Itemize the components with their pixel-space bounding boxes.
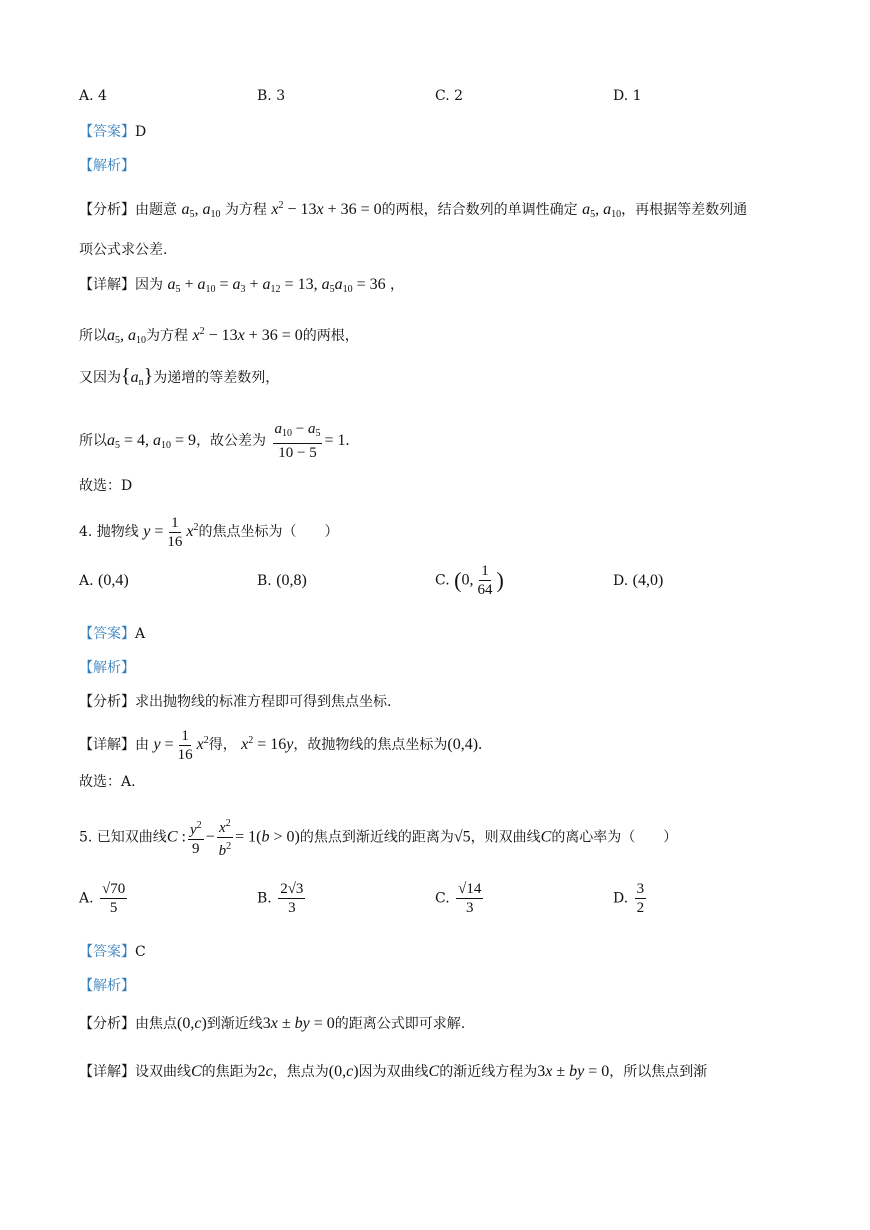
fenxi-tag: 【分析】 xyxy=(79,1016,135,1032)
text: 为方程 xyxy=(224,202,267,218)
label: B. xyxy=(257,890,272,907)
math: $x^2$ xyxy=(186,522,199,540)
text: 到渐近线 xyxy=(206,1016,263,1032)
label: D. xyxy=(613,890,629,907)
q3-fenxi-line2: 项公式求公差. xyxy=(79,242,168,258)
label: B. xyxy=(257,573,272,589)
text: ，故公差为 xyxy=(196,433,267,449)
text: 的两根， xyxy=(302,328,359,344)
answer-tag: 【答案】 xyxy=(79,124,135,140)
label: A. xyxy=(79,573,94,589)
xiangjie-tag: 【详解】 xyxy=(79,277,135,293)
fraction: $\frac{x^2}{b^2}$ xyxy=(217,815,234,860)
answer-value: D xyxy=(135,124,147,140)
text: 的焦点到渐近线的距离为 xyxy=(299,829,454,846)
math: $a_5 + a_{10} = a_3 + a_{12} = 13$, $a_5a_{10} = 36$ xyxy=(167,276,386,295)
text: 5. 已知双曲线 xyxy=(79,829,167,846)
math: $a_5$, $a_{10}$ xyxy=(107,327,146,346)
q4-analysis-tag: 【解析】 xyxy=(79,660,135,676)
q3-xiangjie-line: 【详解】因为 $a_5 + a_{10} = a_3 + a_{12} = 13$, $a_5a_{10} = 36$ ， xyxy=(79,276,405,295)
q3-option-a: A. 4 xyxy=(79,88,107,104)
xiangjie-tag: 【详解】 xyxy=(79,737,135,753)
q4-fenxi-line xyxy=(79,692,391,712)
label: A. xyxy=(79,890,94,907)
text: 因为双曲线 xyxy=(358,1064,429,1080)
math: y = xyxy=(143,523,164,540)
text: 为方程 xyxy=(146,328,188,344)
math: $x^2 - 13x + 36 = 0$ xyxy=(271,200,382,218)
text: ，焦点为 xyxy=(272,1064,329,1080)
q4-answer-line xyxy=(79,624,145,644)
q3-answer-line xyxy=(79,122,146,142)
q4-option-c: C. (0, $\frac{1}{64}$ ) xyxy=(435,563,504,598)
text: ，再根据等差数列通 xyxy=(621,202,748,218)
math: 3x ± by = 0 xyxy=(262,1015,335,1032)
label: D. xyxy=(613,573,629,589)
text: 的两根，结合数列的单调性确定 xyxy=(381,202,578,218)
q4-option-b: B. (0,8) xyxy=(257,572,307,589)
text: 所以 xyxy=(79,328,107,344)
q4-choose: 故选：A. xyxy=(79,774,136,790)
q3-fenxi-line xyxy=(79,196,747,225)
math: $x^2 = 16y$ xyxy=(241,735,294,753)
q5-option-b xyxy=(257,880,307,917)
q5-xiangjie-line: 【详解】设双曲线C的焦距为2c，焦点为(0,c)因为双曲线C的渐近线方程为3x ± by = 0，所以焦点到渐 xyxy=(79,1063,708,1080)
fraction: $\frac{a_{10} - a_5}{10 - 5}$ xyxy=(274,421,321,461)
math: $\{a_n\}$ xyxy=(121,365,154,388)
text: 的焦距为 xyxy=(201,1064,258,1080)
text: 的距离公式即可求解. xyxy=(334,1016,466,1032)
text: 所以 xyxy=(79,433,107,449)
text: 设双曲线 xyxy=(135,1064,191,1080)
fraction: $\frac{√14}{3}$ xyxy=(458,881,482,916)
q4-option-a: A. (0,4) xyxy=(79,572,129,589)
text: ，则双曲线 xyxy=(470,829,541,846)
q4-option-d: D. (4,0) xyxy=(613,572,664,589)
answer-value: C xyxy=(135,944,146,960)
fraction: $\frac{3}{2}$ xyxy=(636,881,645,916)
text: 又因为 xyxy=(79,370,121,386)
fraction: $\frac{1}{16}$ xyxy=(167,514,183,550)
q5-analysis-tag: 【解析】 xyxy=(79,978,135,994)
q3-analysis-tag: 【解析】 xyxy=(79,158,135,174)
fenxi-tag: 【分析】 xyxy=(79,694,135,710)
text: 的离心率为（ ） xyxy=(551,829,678,846)
answer-tag: 【答案】 xyxy=(79,944,135,960)
text: 的渐近线方程为 xyxy=(439,1064,538,1080)
q3-line2 xyxy=(79,322,359,351)
math: $a_5$, $a_{10}$ xyxy=(181,201,221,220)
q4-xiangjie-line: 【详解】由 y = $\frac{1}{16}$ $x^2$得， $x^2 = 16y$，故抛物线的焦点坐标为(0,4). xyxy=(79,727,483,763)
text: 为递增的等差数列， xyxy=(153,370,280,386)
fenxi-tag: 【分析】 xyxy=(79,202,135,218)
text: 因为 xyxy=(135,277,163,293)
math: $x^2$ xyxy=(196,735,209,753)
label: C. xyxy=(435,572,450,589)
fraction: $\frac{√70}{5}$ xyxy=(102,881,126,916)
xiangjie-tag: 【详解】 xyxy=(79,1064,135,1080)
text: 由焦点 xyxy=(135,1016,177,1032)
q5-fenxi-line: 【分析】由焦点(0,c)到渐近线3x ± by = 0的距离公式即可求解. xyxy=(79,1015,466,1032)
text: 得， xyxy=(208,737,237,753)
q3-option-b: B. 3 xyxy=(257,88,286,104)
q4-stem xyxy=(79,513,339,551)
answer-tag: 【答案】 xyxy=(79,626,135,642)
q3-choose: 故选：D xyxy=(79,478,133,494)
q5-answer-line xyxy=(79,942,146,962)
text: 4. 抛物线 xyxy=(79,524,139,540)
text: 由 xyxy=(135,737,149,753)
answer-value: A xyxy=(135,626,146,642)
text: ，故抛物线的焦点坐标为 xyxy=(293,737,448,753)
text: ，所以焦点到渐 xyxy=(609,1064,708,1080)
text: 求出抛物线的标准方程即可得到焦点坐标. xyxy=(135,694,392,710)
q5-stem: 5. 已知双曲线C : $\frac{y^2}{9}$ − $\frac{x^2}{b^2}$ = 1(b > 0)的焦点到渐近线的距离为√5，则双曲线C的离心率为（ ） xyxy=(79,815,677,860)
q3-line3 xyxy=(79,366,279,393)
math: $a_5 = 4$, $a_{10} = 9$ xyxy=(107,432,197,451)
math: $x^2 - 13x + 36 = 0$ xyxy=(192,326,303,344)
q5-option-d xyxy=(613,880,648,917)
fraction: $\frac{2√3}{3}$ xyxy=(280,881,304,916)
q5-option-c xyxy=(435,880,485,917)
math: C : xyxy=(166,828,186,846)
math: y = xyxy=(153,736,174,753)
text: 由题意 xyxy=(135,202,177,218)
q3-option-c: C. 2 xyxy=(435,88,464,104)
q3-line4: 所以$a_5 = 4$, $a_{10} = 9$，故公差为 $\frac{a_{10} - a_5}{10 - 5}$ = 1. xyxy=(79,421,350,461)
fraction: $\frac{1}{16}$ xyxy=(177,727,193,763)
math: C xyxy=(540,828,552,846)
q3-option-d: D. 1 xyxy=(613,88,642,104)
q5-option-a xyxy=(79,880,129,917)
math: $a_5$, $a_{10}$ xyxy=(582,201,622,220)
text: 的焦点坐标为（ ） xyxy=(198,524,339,540)
label: C. xyxy=(435,890,450,907)
fraction: $\frac{y^2}{9}$ xyxy=(188,817,204,858)
fraction: $\frac{1}{64}$ xyxy=(477,563,493,598)
